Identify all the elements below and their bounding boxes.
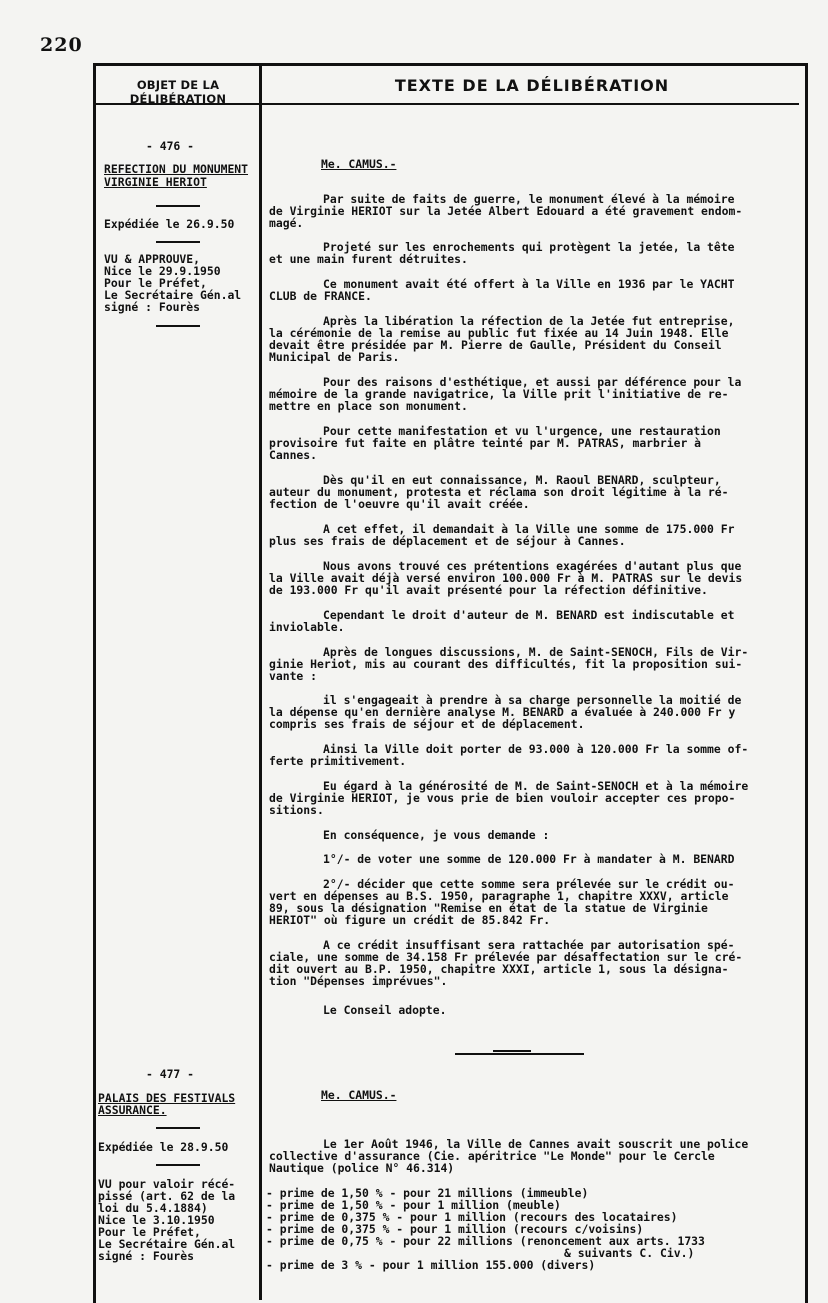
dash-separator: [156, 1127, 200, 1129]
speaker-name: Me. CAMUS.-: [321, 157, 397, 171]
text-line: vante :: [269, 669, 318, 683]
text-line: de Virginie HERIOT sur la Jetée Albert Edouard a été gravement endom-: [269, 204, 743, 218]
column-divider: [259, 63, 262, 1300]
text-line: Le Conseil adopte.: [323, 1003, 447, 1017]
text-line: 2°/- décider que cette somme sera prélevée sur le crédit ou-: [323, 877, 735, 891]
text-line: Le 1er Août 1946, la Ville de Cannes avait souscrit une police: [323, 1137, 749, 1151]
premium-line: - prime de 1,50 % - pour 21 millions (immeuble): [266, 1186, 589, 1200]
approval-line: signé : Fourès: [98, 1249, 195, 1263]
approval-line: signé : Fourès: [104, 300, 201, 314]
premium-line: - prime de 0,375 % - pour 1 million (recours des locataires): [266, 1210, 678, 1224]
deliberation-number: - 476 -: [146, 139, 195, 153]
dash-separator: [156, 1164, 200, 1166]
text-line: auteur du monument, protesta et réclama son droit légitime à la ré-: [269, 485, 729, 499]
text-line: sitions.: [269, 803, 324, 817]
text-line: la Ville avait déjà versé environ 100.000 Fr à M. PATRAS sur le devis: [269, 571, 743, 585]
premium-line: - prime de 0,375 % - pour 1 million (recours c/voisins): [266, 1222, 644, 1236]
text-line: Nautique (police N° 46.314): [269, 1161, 455, 1175]
text-line: Ce monument avait été offert à la Ville en 1936 par le YACHT: [323, 277, 735, 291]
entry-title: VIRGINIE HERIOT: [104, 175, 207, 189]
column-header-texte: TEXTE DE LA DÉLIBÉRATION: [394, 76, 670, 95]
entry-title: ASSURANCE.: [98, 1103, 167, 1117]
text-line: Dès qu'il en eut connaissance, M. Raoul BENARD, sculpteur,: [323, 473, 721, 487]
text-line: Cependant le droit d'auteur de M. BENARD est indiscutable et: [323, 608, 735, 622]
text-line: 1°/- de voter une somme de 120.000 Fr à mandater à M. BENARD: [323, 852, 735, 866]
text-line: Après de longues discussions, M. de Saint-SENOCH, Fils de Vir-: [323, 645, 749, 659]
dash-separator: [156, 205, 200, 207]
text-line: CLUB de FRANCE.: [269, 289, 372, 303]
text-line: A cet effet, il demandait à la Ville une somme de 175.000 Fr: [323, 522, 735, 536]
text-line: vert en dépenses au B.S. 1950, paragraphe 1, chapitre XXXV, article: [269, 889, 729, 903]
entry-title: PALAIS DES FESTIVALS: [98, 1091, 236, 1105]
text-line: devait être présidée par M. Pierre de Gaulle, Président du Conseil: [269, 338, 722, 352]
text-line: de Virginie HERIOT, je vous prie de bien vouloir accepter ces propo-: [269, 791, 736, 805]
deliberation-number: - 477 -: [146, 1067, 195, 1081]
speaker-name: Me. CAMUS.-: [321, 1088, 397, 1102]
dash-separator: [156, 241, 200, 243]
text-line: collective d'assurance (Cie. apéritrice "Le Monde" pour le Cercle: [269, 1149, 715, 1163]
text-line: Municipal de Paris.: [269, 350, 400, 364]
text-line: mettre en place son monument.: [269, 399, 468, 413]
dash-separator: [156, 325, 200, 327]
text-line: Pour des raisons d'esthétique, et aussi par déférence pour la: [323, 375, 742, 389]
text-line: mémoire de la grande navigatrice, la Ville prit l'initiative de re-: [269, 387, 729, 401]
text-line: ginie Heriot, mis au courant des difficultés, fit la proposition sui-: [269, 657, 743, 671]
text-line: provisoire fut faite en plâtre teinté par M. PATRAS, marbrier à: [269, 436, 702, 450]
section-separator: [455, 1053, 584, 1055]
text-line: Pour cette manifestation et vu l'urgence, une restauration: [323, 424, 721, 438]
entry-title: REFECTION DU MONUMENT: [104, 162, 249, 176]
approval-line: VU pour valoir récé-: [98, 1177, 236, 1191]
approval-line: Pour le Préfet,: [98, 1225, 201, 1239]
text-line: ciale, une somme de 34.158 Fr prélevée par désaffectation sur le cré-: [269, 950, 743, 964]
text-line: Après la libération la réfection de la Jetée fut entreprise,: [323, 314, 735, 328]
text-line: ferte primitivement.: [269, 754, 407, 768]
text-line: Par suite de faits de guerre, le monument élevé à la mémoire: [323, 192, 735, 206]
approval-line: pissé (art. 62 de la: [98, 1189, 236, 1203]
approval-line: Nice le 29.9.1950: [104, 264, 221, 278]
text-line: de 193.000 Fr qu'il avait présenté pour la réfection définitive.: [269, 583, 708, 597]
text-line: inviolable.: [269, 620, 345, 634]
text-line: Projeté sur les enrochements qui protègent la jetée, la tête: [323, 240, 735, 254]
text-line: Nous avons trouvé ces prétentions exagérées d'autant plus que: [323, 559, 742, 573]
approval-line: Le Secrétaire Gén.al: [104, 288, 242, 302]
column-header-objet: OBJET DE LA DÉLIBÉRATION: [129, 78, 227, 106]
section-separator-accent: [493, 1050, 531, 1052]
text-line: et une main furent détruites.: [269, 252, 468, 266]
premium-line: - prime de 0,75 % - pour 22 millions (renoncement aux arts. 1733: [266, 1234, 705, 1248]
text-line: 89, sous la désignation "Remise en état de la statue de Virginie: [269, 901, 708, 915]
text-line: plus ses frais de déplacement et de séjour à Cannes.: [269, 534, 626, 548]
text-line: dit ouvert au B.P. 1950, chapitre XXXI, article 1, sous la désigna-: [269, 962, 729, 976]
text-line: la cérémonie de la remise au public fut fixée au 14 Juin 1948. Elle: [269, 326, 729, 340]
text-line: tion "Dépenses imprévues".: [269, 974, 448, 988]
approval-line: Pour le Préfet,: [104, 276, 207, 290]
expedition-date: Expédiée le 28.9.50: [98, 1140, 229, 1154]
premium-line: - prime de 1,50 % - pour 1 million (meuble): [266, 1198, 561, 1212]
text-line: Cannes.: [269, 448, 318, 462]
text-line: compris ses frais de séjour et de déplacement.: [269, 717, 585, 731]
text-line: la dépense qu'en dernière analyse M. BENARD a évaluée à 240.000 Fr y: [269, 705, 736, 719]
approval-line: Nice le 3.10.1950: [98, 1213, 215, 1227]
text-line: Eu égard à la générosité de M. de Saint-SENOCH et à la mémoire: [323, 779, 749, 793]
premium-line: & suivants C. Civ.): [564, 1246, 695, 1260]
approval-line: Le Secrétaire Gén.al: [98, 1237, 236, 1251]
text-line: En conséquence, je vous demande :: [323, 828, 550, 842]
text-line: fection de l'oeuvre qu'il avait créée.: [269, 497, 530, 511]
text-line: magé.: [269, 216, 304, 230]
expedition-date: Expédiée le 26.9.50: [104, 217, 235, 231]
approval-line: VU & APPROUVE,: [104, 252, 201, 266]
premium-line: - prime de 3 % - pour 1 million 155.000 (divers): [266, 1258, 596, 1272]
text-line: Ainsi la Ville doit porter de 93.000 à 120.000 Fr la somme of-: [323, 742, 749, 756]
text-line: il s'engageait à prendre à sa charge personnelle la moitié de: [323, 693, 742, 707]
text-line: HERIOT" où figure un crédit de 85.842 Fr.: [269, 913, 551, 927]
approval-line: loi du 5.4.1884): [98, 1201, 208, 1215]
page-number: 220: [40, 34, 83, 56]
text-line: A ce crédit insuffisant sera rattachée par autorisation spé-: [323, 938, 735, 952]
